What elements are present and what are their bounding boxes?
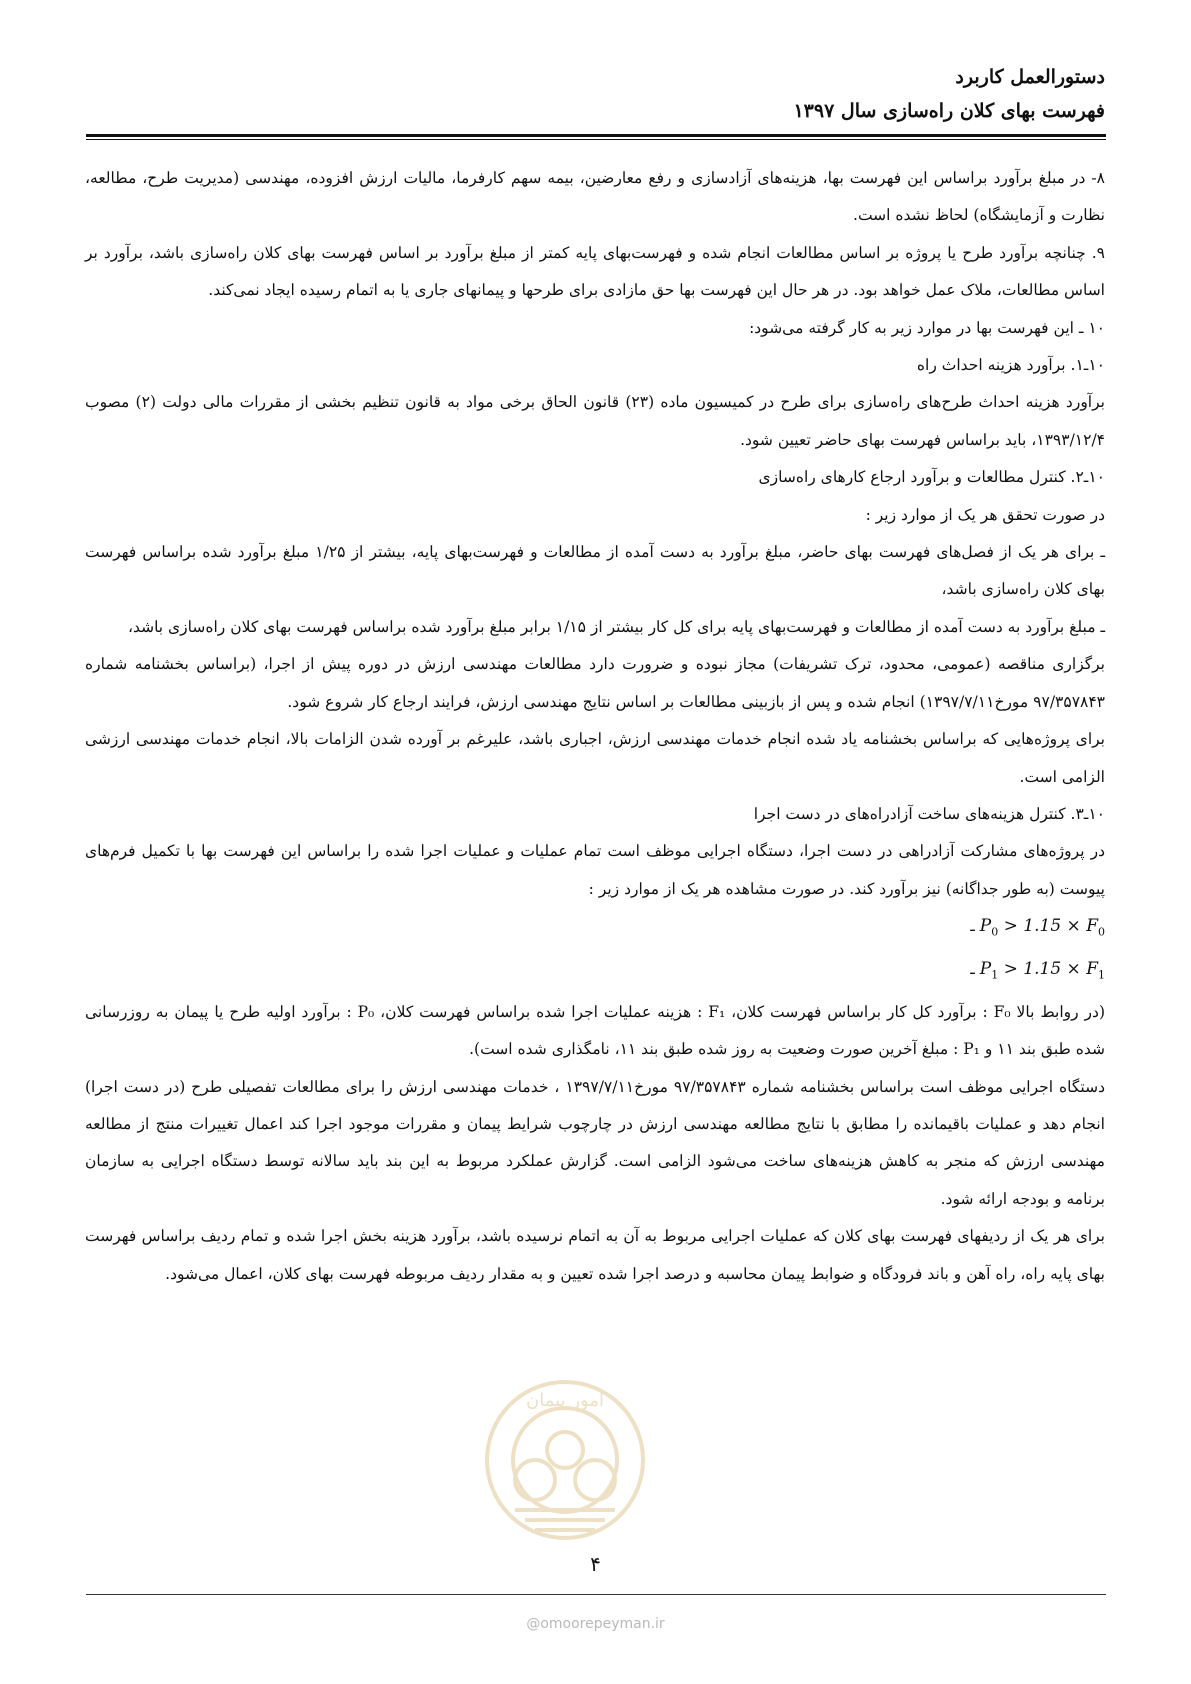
paragraph-conditions-intro: در صورت تحقق هر یک از موارد زیر : (865, 505, 1105, 524)
page-number: ۴ (590, 1552, 601, 1576)
paragraph-value-engineering: برای پروژه‌هایی که براساس بخشنامه یاد شده انجام خدمات مهندسی ارزش، اجباری باشد، علیرغم بر آورده شدن الزامات بالا، انجام خدمات مهندسی ارزشی الزامی است. (85, 730, 1105, 786)
paragraph-unfinished-items: برای هر یک از ردیفهای فهرست بهای کلان که عملیات اجرایی مربوط به آن به اتمام نرسیده باشد، برآورد هزینه بخش اجرا شده و تمام ردیف براساس فهرست بهای پایه راه، راه آهن و باند فرودگاه و ضوابط پیمان محاسبه و درصد اجرا شده تعیین و به مقدار ردیف مربوطه فهرست بهای کلان، اعمال می‌شود. (85, 1227, 1105, 1283)
paragraph-10-3-body: در پروژه‌های مشارکت آزادراهی در دست اجرا، دستگاه اجرایی موظف است تمام عملیات و عملیات اجرا شده را براساس این فهرست بها با تکمیل فرم‌های پیوست (به طور جداگانه) نیز برآورد کند. در صورت مشاهده هر یک از موارد زیر : (85, 842, 1105, 898)
paragraph-8: ۸- در مبلغ برآورد براساس این فهرست بها، هزینه‌های آزادسازی و رفع معارضین، بیمه سهم کارفرما، مالیات ارزش افزوده، مهندسی (مدیریت طرح، مطالعه، نظارت و آزمایشگاه) لحاظ نشده است. (85, 169, 1105, 225)
page-header (85, 60, 1105, 128)
header-rule-thick (86, 134, 1106, 137)
formula-1 (85, 908, 1105, 951)
header-rule-thin (86, 139, 1106, 140)
formula-1-dash: ـ (970, 917, 975, 936)
formula-2-dash: ـ (970, 959, 975, 978)
subheading-10-3: ۱۰ـ۳. کنترل هزینه‌های ساخت آزادراه‌های در دست اجرا (753, 804, 1105, 823)
formula-1-expr: $P_0 > 1.15 \times F_0$ (979, 916, 1105, 939)
list-item-condition-1: ـ برای هر یک از فصل‌های فهرست بهای حاضر، مبلغ برآورد به دست آمده از مطالعات و فهرست‌بهای پایه، بیشتر از ۱/۲۵ مبلغ برآورد شده براساس فهرست بهای کلان راه‌سازی باشد، (85, 543, 1106, 599)
paragraph-definitions: (در روابط بالا F₀ : برآورد کل کار براساس فهرست کلان، F₁ : هزینه عملیات اجرا شده براساس فهرست کلان، P₀ : برآورد اولیه طرح یا پیمان به روزرسانی شده طبق بند ۱۱ و P₁ : مبلغ آخرین صورت وضعیت به روز شده طبق بند ۱۱، نامگذاری شده است). (85, 1002, 1105, 1059)
subheading-10-2: ۱۰ـ۲. کنترل مطالعات و برآورد ارجاع کارهای راه‌سازی (758, 468, 1105, 487)
header-title: دستورالعمل کاربرد (955, 66, 1105, 88)
header-subtitle: فهرست بهای کلان راه‌سازی سال ۱۳۹۷ (793, 100, 1105, 122)
footer-website: @omoorepeyman.ir (526, 1616, 665, 1632)
seal-logo-icon (475, 1370, 655, 1550)
paragraph-10-1-body: برآورد هزینه احداث طرح‌های راه‌سازی برای طرح در کمیسیون ماده (۲۳) قانون الحاق برخی مواد به قانون تنظیم بخشی از مقررات مالی دولت (۲) مصوب ۱۳۹۳/۱۲/۴، باید براساس فهرست بهای حاضر تعیین شود. (85, 393, 1105, 449)
paragraph-9: ۹. چنانچه برآورد طرح یا پروژه بر اساس مطالعات انجام شده و فهرست‌بهای پایه کمتر از مبلغ برآورد بر اساس فهرست بهای کلان راه‌سازی باشد، برآورد بر اساس مطالعات، ملاک عمل خواهد بود. در هر حال این فهرست بها حق مازادی برای طرحها و پیمانهای جاری یا به اتمام رسیده ایجاد نمی‌کند. (85, 243, 1105, 300)
paragraph-executive-duty: دستگاه اجرایی موظف است براساس بخشنامه شماره ۹۷/۳۵۷۸۴۳ مورخ۱۳۹۷/۷/۱۱ ، خدمات مهندسی ارزش را برای مطالعات تفصیلی طرح (در دست اجرا) انجام دهد و عملیات باقیمانده را مطابق با نتایج مطالعه مهندسی ارزش در چارچوب شرایط پیمان و مقررات موجود اجرا کند اعمال تغییرات منتج از مطالعه مهندسی ارزش که منجر به کاهش هزینه‌های ساخت می‌شود الزامی است. گزارش عملکرد مربوط به این بند باید سالانه توسط دستگاه اجرایی به سازمان برنامه و بودجه ارائه شود. (85, 1077, 1105, 1208)
seal-logo-text: امور پیمان (526, 1390, 604, 1411)
paragraph-10: ۱۰ ـ این فهرست بها در موارد زیر به کار گرفته می‌شود: (749, 318, 1105, 337)
paragraph-tender-rule: برگزاری مناقصه (عمومی، محدود، ترک تشریفات) مجاز نبوده و ضرورت دارد مطالعات مهندسی ارزش در دوره پیش از اجرا، (براساس بخشنامه شماره ۹۷/۳۵۷۸۴۳ مورخ۱۳۹۷/۷/۱۱) انجام شده و پس از بازبینی مطالعات بر اساس نتایج مهندسی ارزش، فرایند ارجاع کار شروع شود. (85, 655, 1105, 711)
subheading-10-1: ۱۰ـ۱. برآورد هزینه احداث راه (916, 356, 1105, 375)
formula-2-expr: $P_1 > 1.15 \times F_1$ (979, 958, 1105, 982)
document-body (85, 160, 1105, 1293)
footer-rule (86, 1594, 1106, 1595)
formula-2 (85, 951, 1105, 994)
list-item-condition-2: ـ مبلغ برآورد به دست آمده از مطالعات و فهرست‌بهای پایه برای کل کار بیشتر از ۱/۱۵ برابر مبلغ برآورد شده براساس فهرست بهای کلان راه‌سازی باشد، (127, 617, 1105, 636)
